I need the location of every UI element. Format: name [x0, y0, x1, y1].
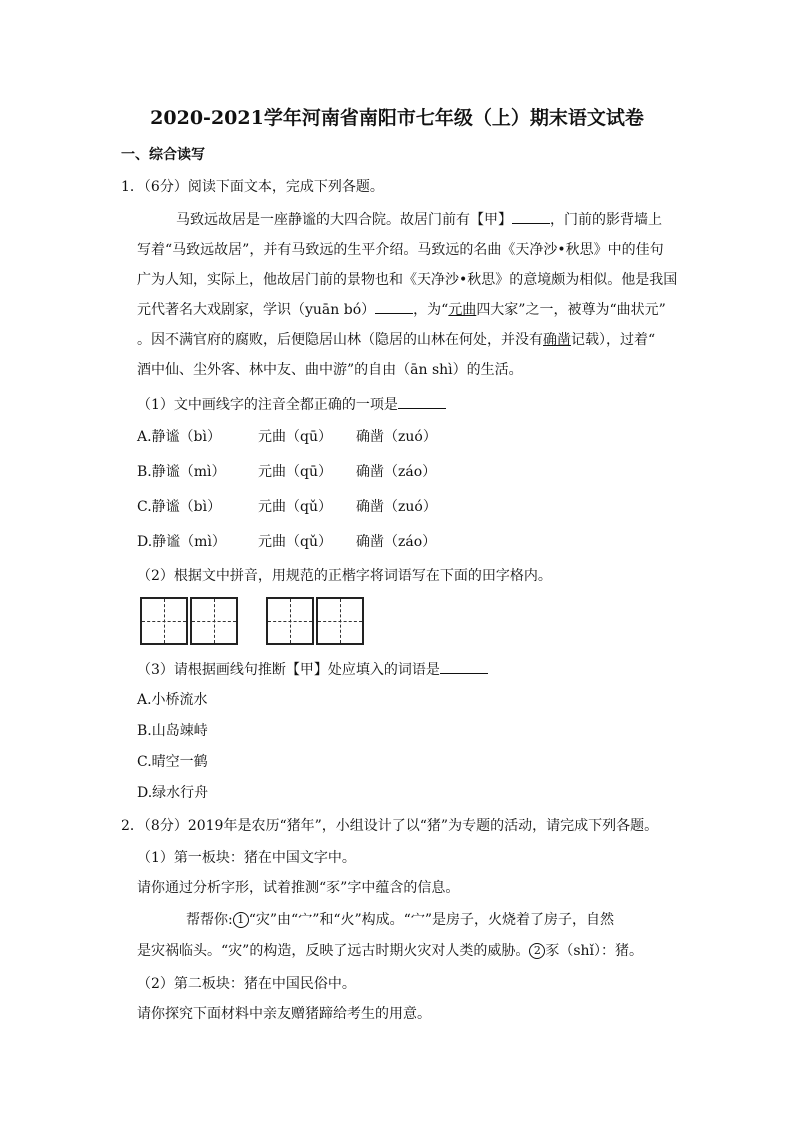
passage-line-2: 写着“马致远故居”，并有马致远的生平介绍。马致远的名曲《天净沙•秋思》中的佳句 — [137, 242, 664, 258]
tianzige-cell[interactable] — [190, 597, 238, 645]
page-title: 2020-2021学年河南省南阳市七年级（上）期末语文试卷 — [150, 107, 644, 129]
q2-sub-2-prompt: 请你探究下面材料中亲友赠猪蹄给考生的用意。 — [137, 1006, 431, 1022]
question-1-stem: 1．（6分）阅读下面文本，完成下列各题。 — [121, 179, 384, 195]
answer-blank-sub1[interactable] — [398, 396, 446, 409]
circled-number-1: 1 — [233, 912, 249, 928]
q2-sub-1: （1）第一板块：猪在中国文字中。 — [137, 850, 356, 866]
option-3-c[interactable]: C.晴空一鹤 — [137, 754, 208, 770]
q2-sub-1-prompt: 请你通过分析字形，试着推测“豕”字中蕴含的信息。 — [137, 880, 460, 896]
option-3-d[interactable]: D.绿水行舟 — [137, 785, 209, 801]
tianzige-cell[interactable] — [266, 597, 314, 645]
answer-blank-sub3[interactable] — [440, 661, 488, 674]
section-heading: 一、综合读写 — [121, 147, 205, 163]
sub-question-3: （3）请根据画线句推断【甲】处应填入的词语是 — [137, 661, 488, 679]
sub-question-1: （1）文中画线字的注音全都正确的一项是 — [137, 396, 446, 414]
option-a-2: 元曲（qū） — [258, 429, 332, 445]
tianzige-group-1 — [140, 597, 240, 645]
passage-line-3: 广为人知，实际上，他故居门前的景物也和《天净沙•秋思》的意境颇为相似。他是我国 — [137, 272, 678, 288]
option-3-a[interactable]: A.小桥流水 — [137, 692, 208, 708]
option-b-1[interactable]: B.静谧（mì） — [137, 464, 226, 480]
passage-line-4: 元代著名大戏剧家，学识（yuān bó） ，为“元曲四大家”之一，被尊为“曲状元” — [137, 302, 666, 318]
option-c-1[interactable]: C.静谧（bì） — [137, 499, 222, 515]
option-c-2: 元曲（qǔ） — [258, 499, 332, 515]
passage-line-1: 马致远故居是一座静谧的大四合院。故居门前有【甲】 ，门前的影背墙上 — [176, 212, 662, 228]
passage-line-5: 。因不满官府的腐败，后便隐居山林（隐居的山林在何处，并没有确凿记载），过着“ — [137, 332, 656, 348]
tianzige-cell[interactable] — [140, 597, 188, 645]
option-3-b[interactable]: B.山岛竦峙 — [137, 723, 208, 739]
question-2-stem: 2．（8分）2019年是农历“猪年”，小组设计了以“猪”为专题的活动，请完成下列各题。 — [121, 818, 659, 834]
answer-blank-jia[interactable] — [512, 211, 550, 224]
tianzige-cell[interactable] — [316, 597, 364, 645]
option-d-2: 元曲（qǔ） — [258, 534, 332, 550]
option-a-1[interactable]: A.静谧（bì） — [137, 429, 221, 445]
option-d-1[interactable]: D.静谧（mì） — [137, 534, 226, 550]
sub-question-2: （2）根据文中拼音，用规范的正楷字将词语写在下面的田字格内。 — [137, 568, 552, 584]
passage-line-6: 酒中仙、尘外客、林中友、曲中游”的自由（ān shì）的生活。 — [137, 362, 523, 378]
circled-number-2: 2 — [529, 943, 545, 959]
tianzige-group-2 — [266, 597, 366, 645]
q2-sub-2: （2）第二板块：猪在中国民俗中。 — [137, 976, 356, 992]
answer-blank-yuanbo[interactable] — [375, 301, 413, 314]
option-b-3: 确凿（záo） — [356, 464, 437, 480]
help-line-2: 是灾祸临头。“灾”的构造，反映了远古时期火灾对人类的威胁。 2 豕（shǐ）：猪。 — [137, 943, 644, 959]
option-d-3: 确凿（záo） — [356, 534, 437, 550]
help-line-1: 帮帮你: 1 “灾”由“宀”和“火”构成。“宀”是房子，火烧着了房子，自然 — [186, 912, 614, 928]
option-a-3: 确凿（zuó） — [356, 429, 437, 445]
option-b-2: 元曲（qū） — [258, 464, 332, 480]
option-c-3: 确凿（zuó） — [356, 499, 437, 515]
